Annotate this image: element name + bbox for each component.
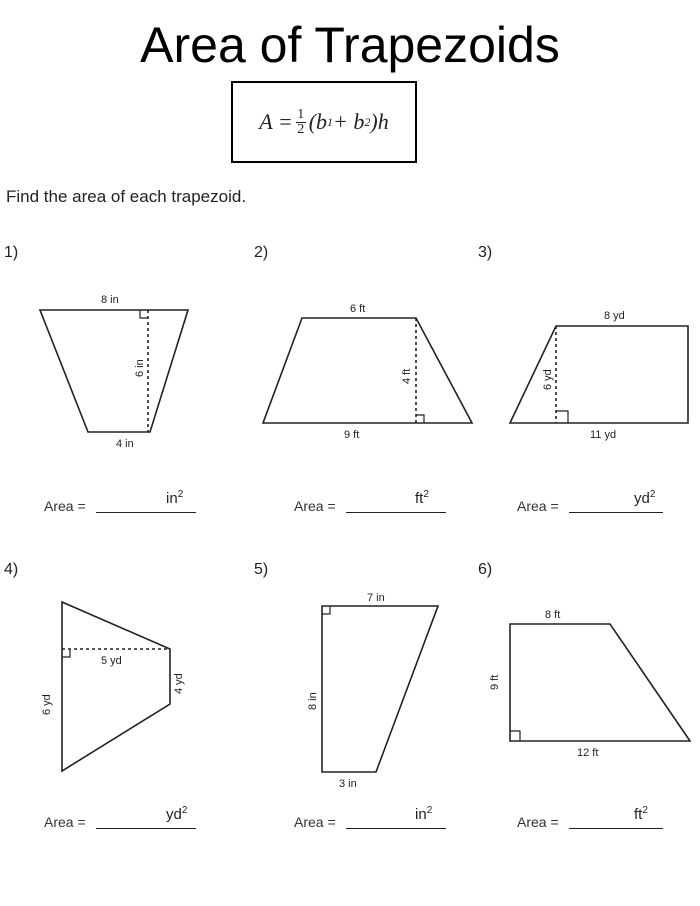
area-label-6: Area = bbox=[517, 814, 559, 830]
formula-sub2: 2 bbox=[364, 114, 371, 129]
p6-height-label: 9 ft bbox=[489, 674, 501, 690]
unit-1: $in^2$ bbox=[166, 489, 184, 507]
formula-numerator: 1 bbox=[297, 106, 305, 122]
trapezoid-1 bbox=[40, 310, 188, 432]
unit-6: $ft^2$ bbox=[634, 805, 648, 823]
p2-bottom-label: 9 ft bbox=[344, 429, 360, 441]
problem-6-number: 6) bbox=[478, 561, 493, 578]
p4-right-label: 4 yd bbox=[173, 673, 185, 694]
problem-1-number: 1) bbox=[4, 244, 19, 261]
p1-height-label: 6 in bbox=[134, 359, 146, 377]
trapezoid-3 bbox=[510, 326, 688, 423]
p1-top-label: 8 in bbox=[101, 294, 119, 306]
p3-bottom-label: 11 yd bbox=[590, 429, 617, 441]
p4-left-label: 6 yd bbox=[41, 694, 53, 715]
p6-top-label: 8 ft bbox=[545, 609, 561, 621]
unit-5: $in^2$ bbox=[415, 805, 433, 823]
p5-top-label: 7 in bbox=[367, 592, 385, 604]
formula-denominator: 2 bbox=[297, 121, 305, 137]
answer-blank-3[interactable] bbox=[569, 512, 663, 513]
formula-plus: + b bbox=[333, 109, 365, 134]
answer-blank-2[interactable] bbox=[346, 512, 446, 513]
unit-3: $yd^2$ bbox=[634, 489, 656, 507]
area-label-5: Area = bbox=[294, 814, 336, 830]
area-label-2: Area = bbox=[294, 498, 336, 514]
problem-5-number: 5) bbox=[254, 561, 269, 578]
formula-open: (b bbox=[308, 109, 328, 134]
area-label-4: Area = bbox=[44, 814, 86, 830]
answer-blank-5[interactable] bbox=[346, 828, 446, 829]
trapezoid-5 bbox=[322, 606, 438, 772]
formula-sub1: 1 bbox=[327, 114, 334, 129]
problem-4-number: 4) bbox=[4, 561, 19, 578]
formula-lhs: A = bbox=[259, 109, 293, 134]
trapezoid-2 bbox=[263, 318, 472, 423]
p5-bottom-label: 3 in bbox=[339, 778, 357, 790]
answer-blank-1[interactable] bbox=[96, 512, 196, 513]
p1-bottom-label: 4 in bbox=[116, 438, 134, 450]
p2-height-label: 4 ft bbox=[401, 368, 413, 384]
p3-height-label: 6 yd bbox=[542, 369, 554, 390]
unit-4: $yd^2$ bbox=[166, 805, 188, 823]
trapezoid-4 bbox=[62, 602, 170, 771]
p3-top-label: 8 yd bbox=[604, 310, 625, 322]
problem-3-number: 3) bbox=[478, 244, 493, 261]
trapezoid-6 bbox=[510, 624, 690, 741]
answer-blank-4[interactable] bbox=[96, 828, 196, 829]
answer-blank-6[interactable] bbox=[569, 828, 663, 829]
p4-height-label: 5 yd bbox=[101, 655, 122, 667]
p5-height-label: 8 in bbox=[307, 692, 319, 710]
worksheet-title: Area of Trapezoids bbox=[140, 17, 560, 73]
problem-2-number: 2) bbox=[254, 244, 269, 261]
p6-bottom-label: 12 ft bbox=[577, 747, 599, 759]
formula-close: )h bbox=[370, 109, 389, 134]
instructions: Find the area of each trapezoid. bbox=[6, 187, 247, 206]
area-label-1: Area = bbox=[44, 498, 86, 514]
p2-top-label: 6 ft bbox=[350, 303, 366, 315]
area-label-3: Area = bbox=[517, 498, 559, 514]
unit-2: $ft^2$ bbox=[415, 489, 429, 507]
